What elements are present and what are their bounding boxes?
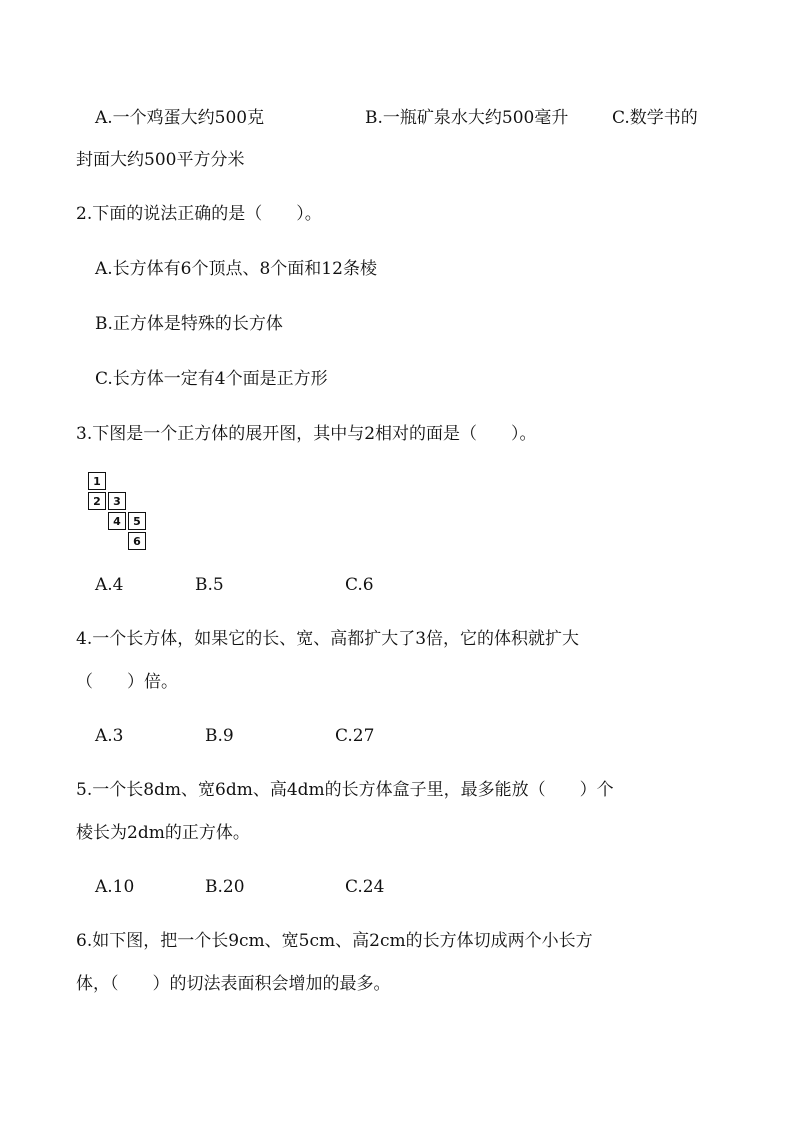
q6-stem-line-2: 体，（ ）的切法表面积会增加的最多。 [76,974,391,994]
q4-stem-line-2: （ ）倍。 [76,672,178,692]
q3-stem: 3.下图是一个正方体的展开图，其中与2相对的面是（ ）。 [76,424,537,444]
net-face-2: 2 [88,492,106,510]
cube-net-figure [88,472,152,552]
q1-option-c: C.数学书的 [612,108,698,128]
q5-stem-line-2: 棱长为2dm的正方体。 [76,823,250,843]
q3-option-a: A.4 [95,575,124,595]
q4-stem-line-1: 4.一个长方体，如果它的长、宽、高都扩大了3倍，它的体积就扩大 [76,629,580,649]
net-face-5: 5 [128,512,146,530]
q1-option-b: B.一瓶矿泉水大约500毫升 [365,108,569,128]
net-face-4: 4 [108,512,126,530]
q2-stem: 2.下面的说法正确的是（ ）。 [76,204,322,224]
q1-option-c-continued: 封面大约500平方分米 [76,150,245,170]
q4-option-a: A.3 [95,726,124,746]
net-face-1: 1 [88,472,106,490]
net-face-6: 6 [128,532,146,550]
q2-option-b: B.正方体是特殊的长方体 [95,314,283,334]
q3-option-b: B.5 [195,575,224,595]
q6-stem-line-1: 6.如下图，把一个长9cm、宽5cm、高2cm的长方体切成两个小长方 [76,931,593,951]
q5-option-b: B.20 [205,877,245,897]
q4-option-b: B.9 [205,726,234,746]
q5-option-c: C.24 [345,877,385,897]
q5-stem-line-1: 5.一个长8dm、宽6dm、高4dm的长方体盒子里，最多能放（ ）个 [76,780,614,800]
q1-option-a: A.一个鸡蛋大约500克 [95,108,265,128]
q3-option-c: C.6 [345,575,374,595]
net-face-3: 3 [108,492,126,510]
q2-option-c: C.长方体一定有4个面是正方形 [95,369,328,389]
q4-option-c: C.27 [335,726,375,746]
q5-option-a: A.10 [95,877,135,897]
q2-option-a: A.长方体有6个顶点、8个面和12条棱 [95,259,377,279]
